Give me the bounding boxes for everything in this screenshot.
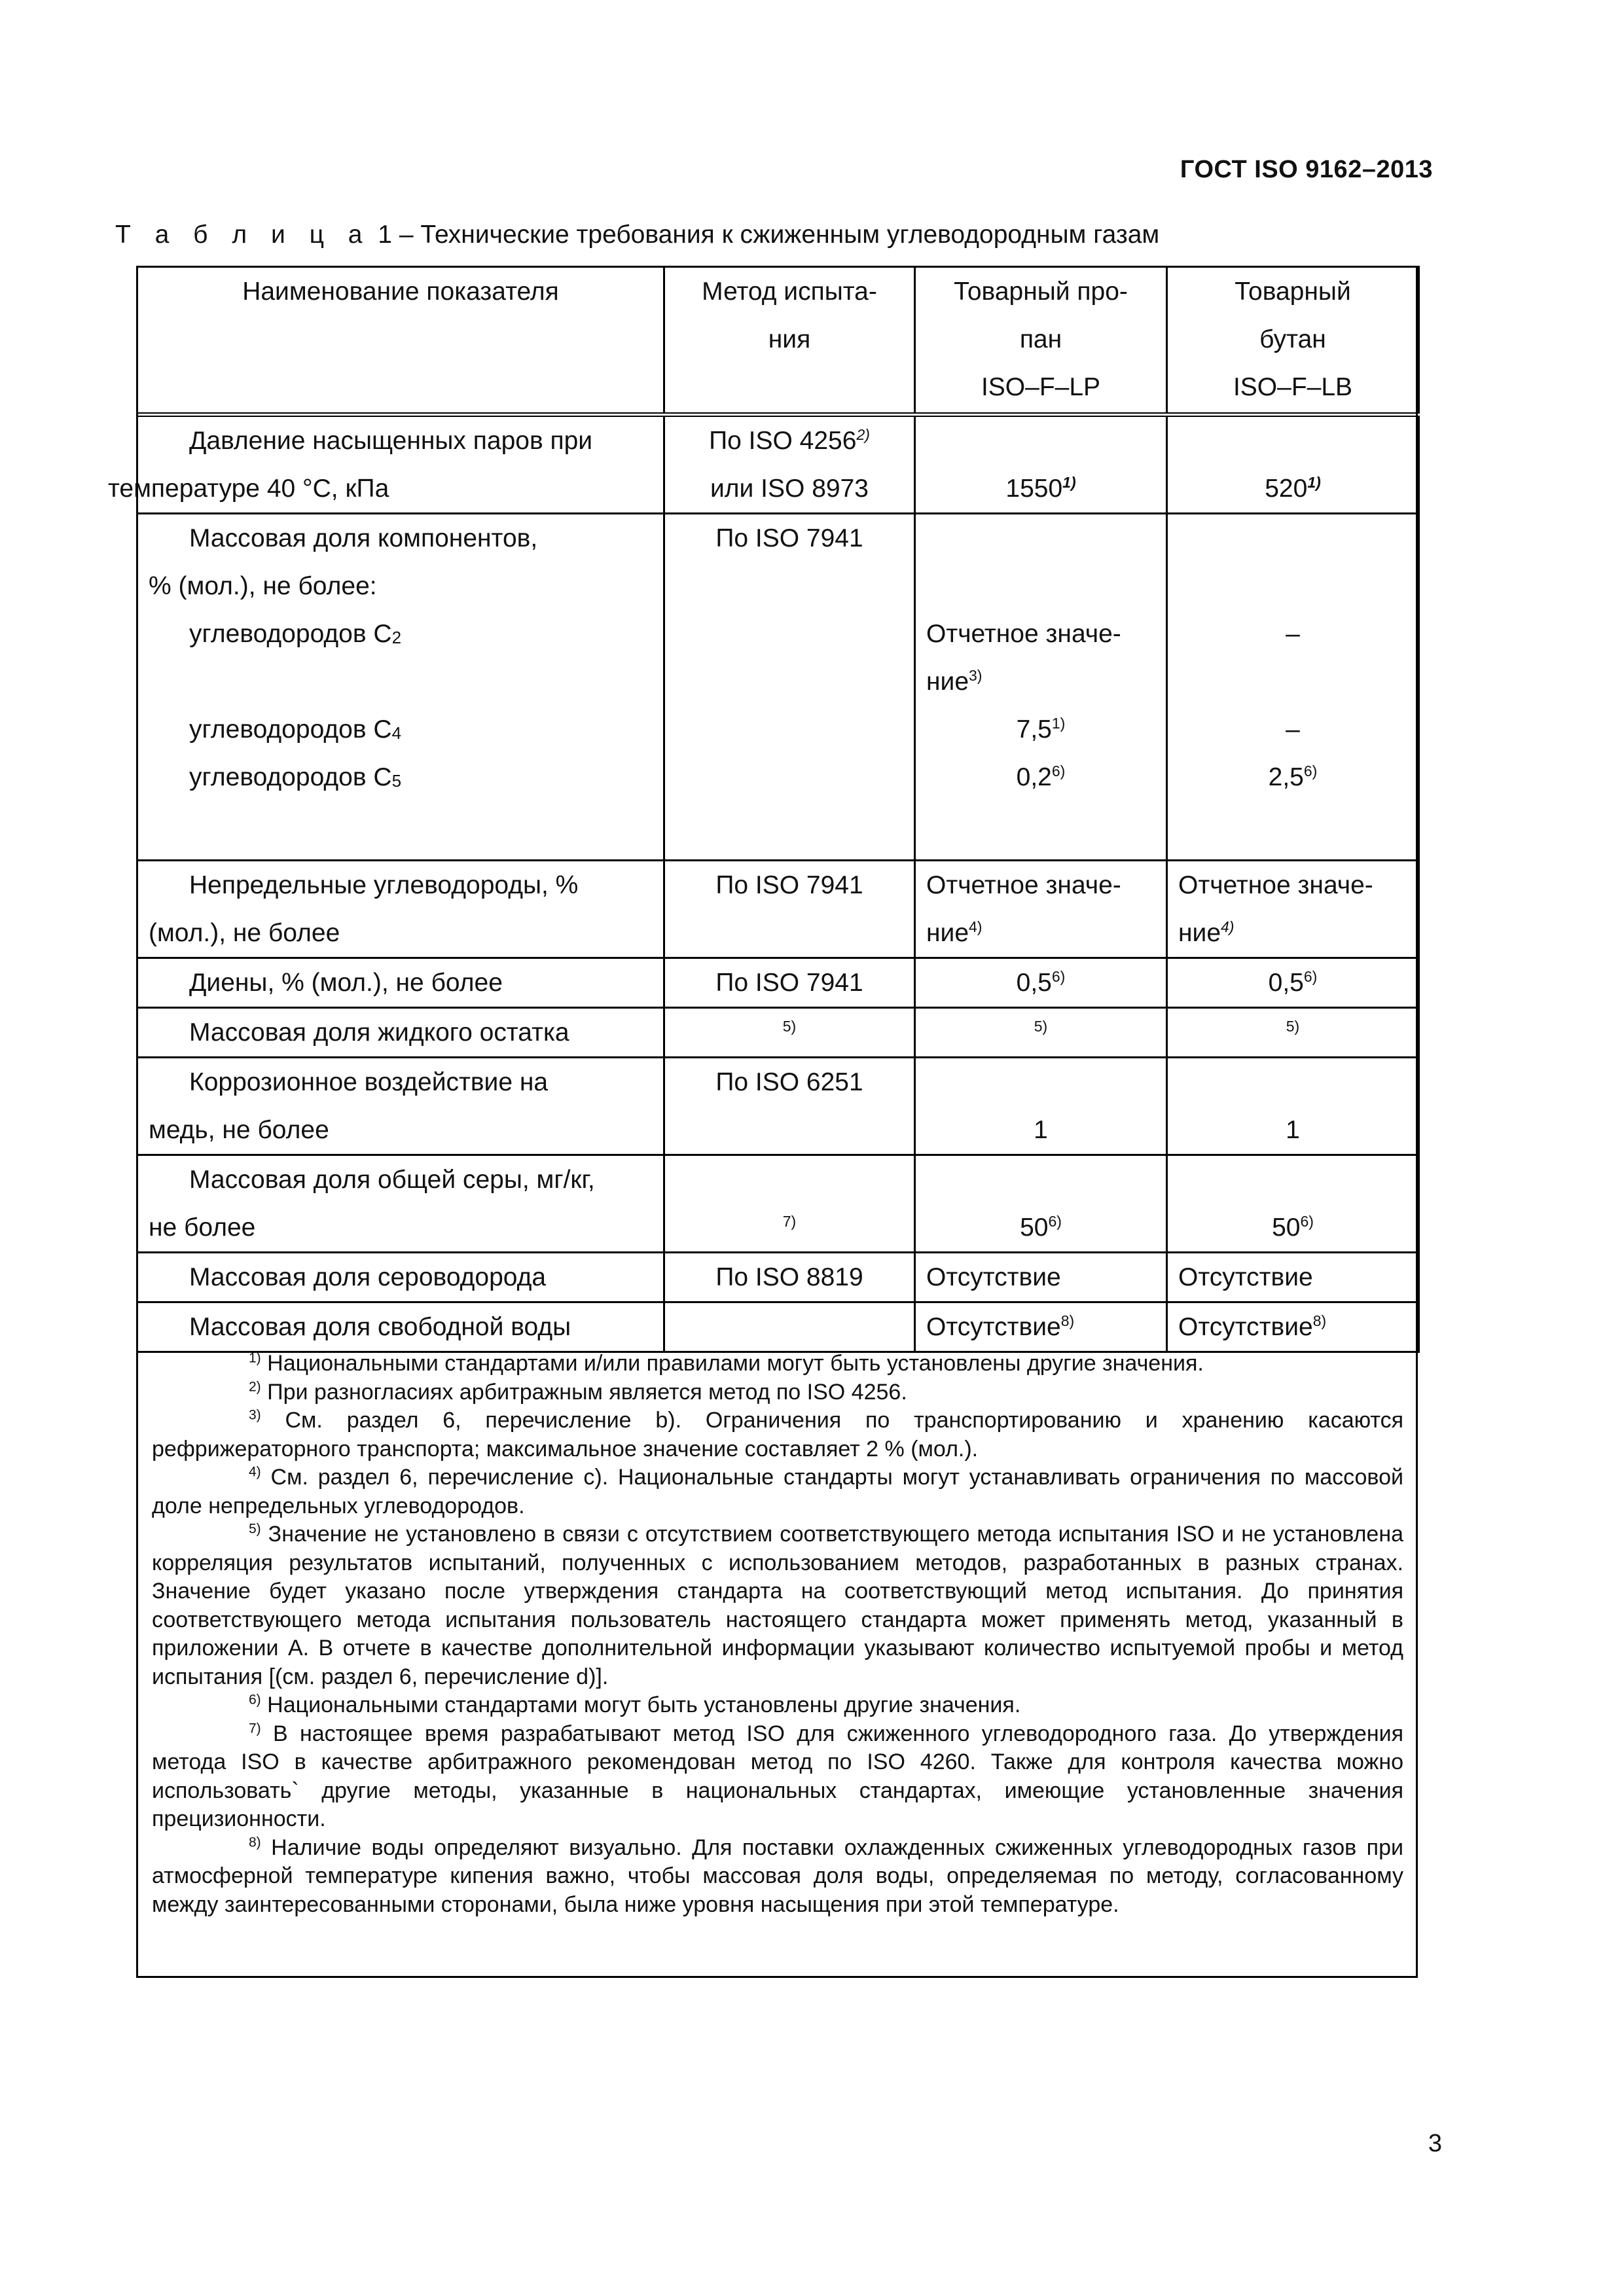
cell-propane: 5) — [915, 1008, 1167, 1058]
table-row-sulfur — [137, 1155, 1419, 1253]
table-footnotes — [152, 1350, 1403, 1919]
caption-label: Т а б л и ц а — [115, 221, 371, 249]
cell-propane: Отчетное значе- ние$^{3)}$ 7,5$^{1)}$ 0,2$^{6)}$ — [915, 514, 1167, 861]
cell-butane: 1 — [1167, 1058, 1419, 1155]
cell-name: Массовая доля свободной воды — [137, 1302, 664, 1352]
table-row-dienes — [137, 958, 1419, 1008]
page-number: 3 — [1428, 2130, 1442, 2157]
cell-propane: Отсутствие$^{8)}$ — [915, 1302, 1167, 1352]
table-row-water — [137, 1302, 1419, 1352]
footnote: $^{2)}$ При разногласиях арбитражным является метод по ISO 4256. — [249, 1379, 907, 1405]
cell-butane: 0,5$^{6)}$ — [1167, 958, 1419, 1008]
table-row-mass-components — [137, 514, 1419, 861]
cell-name: Массовая доля компонентов, % (мол.), не более: углеводородов $С_2$ углеводородов $С_4$ углеводородов $С_5$ — [137, 514, 664, 861]
footnote: $^{6)}$ Национальными стандартами могут быть установлены другие значения. — [249, 1692, 1021, 1717]
cell-propane: 1 — [915, 1058, 1167, 1155]
cell-name: Диены, % (мол.), не более — [137, 958, 664, 1008]
cell-butane: 520$^{1)}$ — [1167, 415, 1419, 514]
cell-method — [664, 1302, 915, 1352]
cell-method: По ISO 4256$^{2)}$ или ISO 8973 — [664, 415, 915, 514]
cell-name: Массовая доля сероводорода — [137, 1253, 664, 1302]
cell-name: Массовая доля общей серы, мг/кг, не более — [137, 1155, 664, 1253]
cell-propane: 50$^{6)}$ — [915, 1155, 1167, 1253]
table-row-h2s — [137, 1253, 1419, 1302]
cell-butane: 5) — [1167, 1008, 1419, 1058]
cell-butane: – – 2,5$^{6)}$ — [1167, 514, 1419, 861]
footnote: $^{4)}$ См. раздел 6, перечисление c). Национальные стандарты могут устанавливать ограничения по массовой доле непредельных углеводородов. — [152, 1464, 1403, 1518]
footnote: $^{3)}$ См. раздел 6, перечисление b). Ограничения по транспортированию и хранению касаются рефрижераторного транспорта; максимальное значение составляет 2 % (мол.). — [152, 1407, 1403, 1462]
cell-method: По ISO 7941 — [664, 514, 915, 861]
table-row-unsaturated — [137, 861, 1419, 958]
cell-method: По ISO 8819 — [664, 1253, 915, 1302]
header-butane: Товарный бутан ISO–F–LB — [1167, 267, 1419, 415]
cell-propane: 1550$^{1)}$ — [915, 415, 1167, 514]
cell-method: 7) — [664, 1155, 915, 1253]
cell-propane: Отчетное значе- ние$^{4)}$ — [915, 861, 1167, 958]
footnote: $^{7)}$ В настоящее время разрабатывают метод ISO для сжиженного углеводородного газа. До утверждения метода ISO в качестве арбитражного рекомендован метод по ISO 4260. Также для контроля качества можно использовать` другие методы, указанные в национальных стандартах, имеющие установленные значения прецизионности. — [152, 1721, 1403, 1831]
table-row-corrosion — [137, 1058, 1419, 1155]
cell-name: Массовая доля жидкого остатка — [137, 1008, 664, 1058]
cell-method: По ISO 7941 — [664, 958, 915, 1008]
cell-name: Давление насыщенных паров при температуре 40 °С, кПа — [137, 415, 664, 514]
footnote: $^{5)}$ Значение не установлено в связи с отсутствием соответствующего метода испытания ISO и не установлена корреляция результатов испытаний, полученных с использованием методов, разработанных в разных странах. Значение будет указано после утверждения стандарта на соответствующий метод испытания. До принятия соответствующего метода испытания пользователь настоящего стандарта может применять метод, указанный в приложении А. В отчете в качестве дополнительной информации указывают количество испытуемой пробы и метод испытания [(см. раздел 6, перечисление d)]. — [152, 1521, 1403, 1689]
cell-method: По ISO 6251 — [664, 1058, 915, 1155]
document-code: ГОСТ ISO 9162–2013 — [1180, 156, 1433, 183]
cell-propane: 0,5$^{6)}$ — [915, 958, 1167, 1008]
cell-butane: Отчетное значе- ние$^{4)}$ — [1167, 861, 1419, 958]
cell-butane: Отсутствие$^{8)}$ — [1167, 1302, 1419, 1352]
cell-method: 5) — [664, 1008, 915, 1058]
cell-name: Непредельные углеводороды, % (мол.), не более — [137, 861, 664, 958]
table-row-residue — [137, 1008, 1419, 1058]
table-row-pressure — [137, 415, 1419, 514]
header-name: Наименование показателя — [137, 267, 664, 415]
caption-title: – Технические требования к сжиженным углеводородным газам — [391, 221, 1160, 249]
table-header-row — [137, 267, 1419, 415]
table-caption — [115, 221, 1159, 249]
cell-propane: Отсутствие — [915, 1253, 1167, 1302]
requirements-table — [108, 266, 1420, 1353]
cell-butane: 50$^{6)}$ — [1167, 1155, 1419, 1253]
header-method: Метод испыта- ния — [664, 267, 915, 415]
cell-name: Коррозионное воздействие на медь, не более — [137, 1058, 664, 1155]
header-propane: Товарный про- пан ISO–F–LP — [915, 267, 1167, 415]
cell-method: По ISO 7941 — [664, 861, 915, 958]
footnote: $^{8)}$ Наличие воды определяют визуально. Для поставки охлажденных сжиженных углеводородных газов при атмосферной температуре кипения важно, чтобы массовая доля воды, определяемая по методу, согласованному между заинтересованными сторонами, была ниже уровня насыщения при этой температуре. — [152, 1835, 1403, 1917]
cell-butane: Отсутствие — [1167, 1253, 1419, 1302]
caption-number: 1 — [378, 221, 392, 249]
footnote: $^{1)}$ Национальными стандартами и/или правилами могут быть установлены другие значения. — [249, 1350, 1204, 1376]
